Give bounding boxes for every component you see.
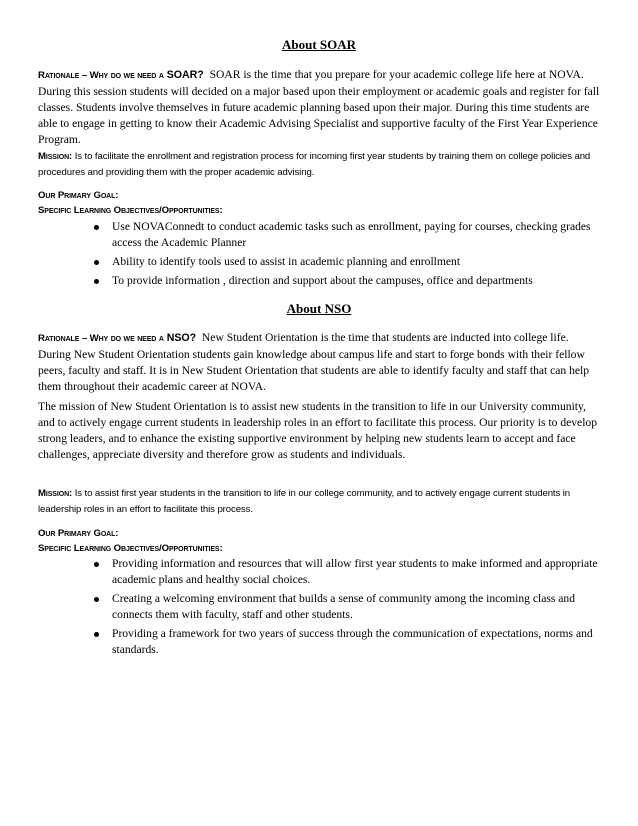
list-item: Creating a welcoming environment that builds a sense of community among the incoming class and connects them with faculty, staff and other students. <box>94 591 610 623</box>
nso-mission <box>38 486 603 518</box>
soar-mission-text: Is to facilitate the enrollment and registration process for incoming first year students by training them on college policies and procedures and providing them with the proper academic advising. <box>38 151 591 178</box>
list-item: Ability to identify tools used to assist in academic planning and enrollment <box>94 254 610 270</box>
list-item: To provide information , direction and support about the campuses, office and departments <box>94 273 610 289</box>
list-item: Use NOVAConnedt to conduct academic tasks such as enrollment, paying for courses, checking grades access the Academic Planner <box>94 219 610 251</box>
nso-mission-paragraph: The mission of New Student Orientation is to assist new students in the transition to life in our University community, and to actively engage current students in leadership roles in an effort to facilitate this process. Our priority is to develop strong leaders, and to enhance the existing supportive environment by helping new students learn to accept and face challenges, appreciate diversity and therefore grow as students and individuals. <box>38 400 598 461</box>
list-item: Providing a framework for two years of success through the communication of expectations, norms and standards. <box>94 626 610 658</box>
nso-objectives-heading: Specific Learning Objectives/Opportunities: <box>38 543 223 554</box>
nso-objectives-list <box>94 556 610 661</box>
soar-mission-label: Mission: <box>38 151 73 162</box>
nso-rationale <box>38 330 603 395</box>
soar-title: About SOAR <box>281 37 357 52</box>
soar-mission <box>38 149 603 181</box>
nso-mission-text: Is to assist first year students in the transition to life in our college community, and to actively engage current students in leadership roles in an effort to facilitate this process. <box>38 488 571 515</box>
nso-rationale-text: New Student Orientation is the time that students are inducted into college life. During New Student Orientation students gain knowledge about campus life and start to forge bonds with their fellow peers, faculty and staff. It is in New Student Orientation that students are able to identify faculty and staff that can help them throughout their academic career at NOVA. <box>38 331 590 393</box>
soar-goal-heading: Our Primary Goal: <box>38 190 119 201</box>
soar-rationale-label: Rationale – Why do we need a <box>38 70 164 81</box>
nso-goal-heading: Our Primary Goal: <box>38 528 119 539</box>
soar-rationale-text: SOAR is the time that you prepare for your academic college life here at NOVA. During this session students will decided on a major based upon their employment or academic goals and register for fall classes. Students involve themselves in future academic planning based upon their major. During this time students are able to engage in getting to know their Academic Advising Specialist and supportive faculty of the First Year Experience Program. <box>38 68 600 146</box>
nso-mission-label: Mission: <box>38 488 73 499</box>
soar-objectives-list <box>94 219 610 292</box>
nso-rationale-label: Rationale – Why do we need a <box>38 333 164 344</box>
nso-title: About NSO <box>286 301 352 316</box>
soar-rationale-term: SOAR? <box>166 69 204 81</box>
soar-rationale <box>38 67 603 148</box>
soar-objectives-heading: Specific Learning Objectives/Opportunities: <box>38 205 223 216</box>
nso-rationale-term: NSO? <box>166 332 197 344</box>
list-item: Providing information and resources that will allow first year students to make informed and appropriate academic plans and healthy social choices. <box>94 556 610 588</box>
